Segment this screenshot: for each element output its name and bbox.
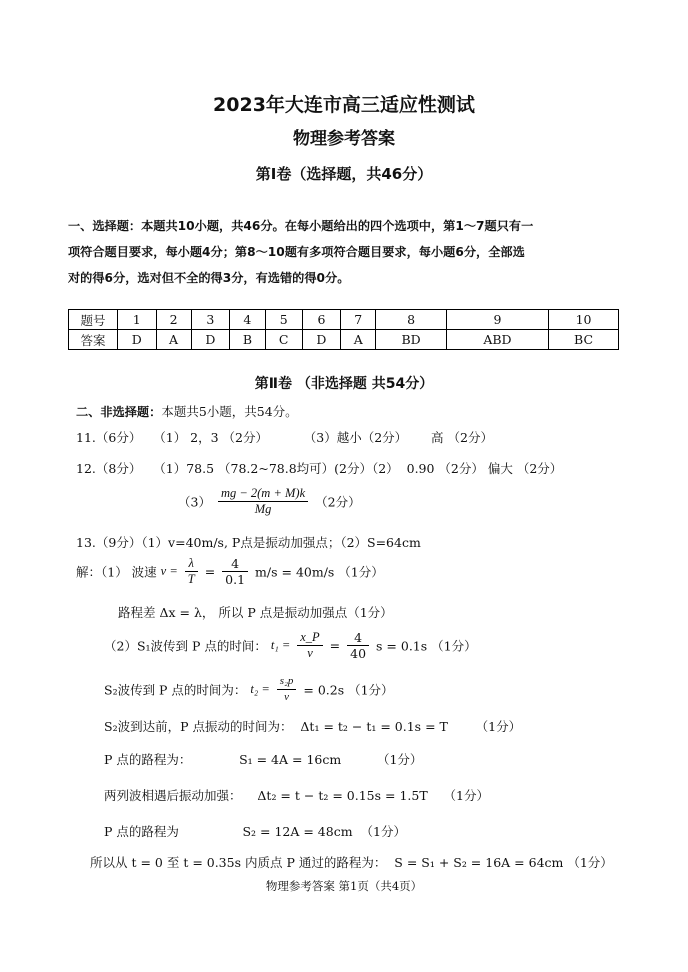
q13-sol2-label: （2）S₁波传到 P 点的时间： [104,638,267,654]
table-cell: C [265,330,302,350]
q13-sol1-label: 解：（1） 波速 [76,564,157,580]
q12-numerator: mg − 2(m + M)k [218,486,308,502]
table-cell: 4 [230,310,266,330]
q13-path-difference: 路程差 Δx = λ， 所以 P 点是振动加强点（1分） [118,605,393,620]
fraction-numerator: λ [185,556,198,572]
instruction-line-1: 一、选择题：本题共10小题，共46分。在每小题给出的四个选项中，第1～7题只有一 [68,219,534,233]
q13-sol1-tail: m/s = 40m/s （1分） [255,564,384,580]
q13-sol2-t: t₁ = [270,638,291,652]
q13-s2-tail: = 0.2s （1分） [303,682,394,698]
table-cell: 6 [302,310,341,330]
page-footer: 物理参考答案 第1页（共4页） [265,879,423,893]
q13-sol2-fraction-1 [297,630,322,661]
fraction-numerator: s₂p [277,674,297,690]
q13-s2-label: S₂波传到 P 点的时间为： [104,682,247,698]
part2-intro [76,402,298,420]
table-cell: 9 [446,310,548,330]
question-13-head: 13.（9分）（1）v=40m/s, P点是振动加强点；（2）S=64cm [76,535,421,550]
part2-heading: 第Ⅱ卷 （非选择题 共54分） [254,376,434,392]
table-cell: ABD [446,330,548,350]
table-cell: 5 [265,310,302,330]
q13-s2-fraction [277,674,297,705]
fraction-numerator: 4 [222,556,248,572]
q13-path-2: P 点的路程为 S₂ = 12A = 48cm （1分） [104,824,406,839]
q12-denominator: Mg [254,502,272,516]
equals-sign: = [204,564,216,579]
fraction-denominator: v [284,691,290,703]
table-cell: 8 [376,310,447,330]
page-title: 2023年大连市高三适应性测试 [213,94,475,116]
fraction-numerator: 4 [347,630,369,646]
fraction-denominator: 40 [350,646,367,661]
table-row-answers [69,330,619,350]
table-header-cell: 答案 [69,330,118,350]
q12-part3-label: （3） [178,494,211,510]
table-cell: 2 [156,310,191,330]
question-12-line-1: 12.（8分） （1）78.5 （78.2~78.8均可）(2分）（2） 0.90 （2分） 偏大 （2分） [76,461,563,476]
part2-intro-bold: 二、非选择题： [76,405,162,419]
table-cell: 3 [191,310,230,330]
q13-solution-1 [76,556,384,587]
q13-s2-t: t₂ = [250,682,270,696]
q13-waves-meet: 两列波相遇后振动加强： Δt₂ = t − t₂ = 0.15s = 1.5T （1分） [104,788,490,803]
part1-heading: 第Ⅰ卷（选择题，共46分） [255,165,433,183]
fraction-numerator: x_P [297,630,322,646]
table-cell: D [302,330,341,350]
q12-part3-fraction [218,486,308,517]
fraction-denominator: 0.1 [225,572,246,587]
table-cell: A [341,330,376,350]
instruction-line-3: 对的得6分，选对但不全的得3分，有选错的得0分。 [68,271,350,285]
q13-total-path: 所以从 t = 0 至 t = 0.35s 内质点 P 通过的路程为： S = S₁ + S₂ = 16A = 64cm （1分） [90,855,613,870]
table-cell: 1 [118,310,157,330]
table-cell: BC [549,330,619,350]
answer-table [68,309,619,350]
page-subtitle: 物理参考答案 [293,129,395,149]
q13-sol2-tail: s = 0.1s （1分） [376,638,477,654]
q12-part3-score: （2分） [315,494,361,510]
fraction-denominator: T [187,572,195,586]
q13-solution-2 [104,630,477,661]
q13-sol1-fraction-1 [185,556,198,587]
table-cell: BD [376,330,447,350]
equals-sign: = [329,638,341,653]
q13-sol1-v: v = [160,564,178,578]
instruction-line-2: 项符合题目要求，每小题4分；第8～10题有多项符合题目要求，每小题6分，全部选 [68,245,525,259]
table-cell: 10 [549,310,619,330]
table-cell: D [118,330,157,350]
question-11: 11.（6分） （1） 2，3 （2分） （3）越小（2分） 高 （2分） [76,430,493,445]
table-cell: 7 [341,310,376,330]
table-header-cell: 题号 [69,310,118,330]
table-row-numbers [69,310,619,330]
fraction-denominator: v [307,646,313,660]
q13-sol1-fraction-2 [222,556,248,587]
q13-before-arrival: S₂波到达前，P 点振动的时间为： Δt₁ = t₂ − t₁ = 0.1s = T （1分） [104,719,522,734]
table-cell: B [230,330,266,350]
part2-intro-rest: 本题共5小题，共54分。 [161,404,298,419]
table-cell: D [191,330,230,350]
q13-s2-time [104,674,394,705]
table-cell: A [156,330,191,350]
q13-sol2-fraction-2 [347,630,369,661]
q13-path-1: P 点的路程为： S₁ = 4A = 16cm （1分） [104,752,423,767]
question-12-part-3 [178,486,361,517]
